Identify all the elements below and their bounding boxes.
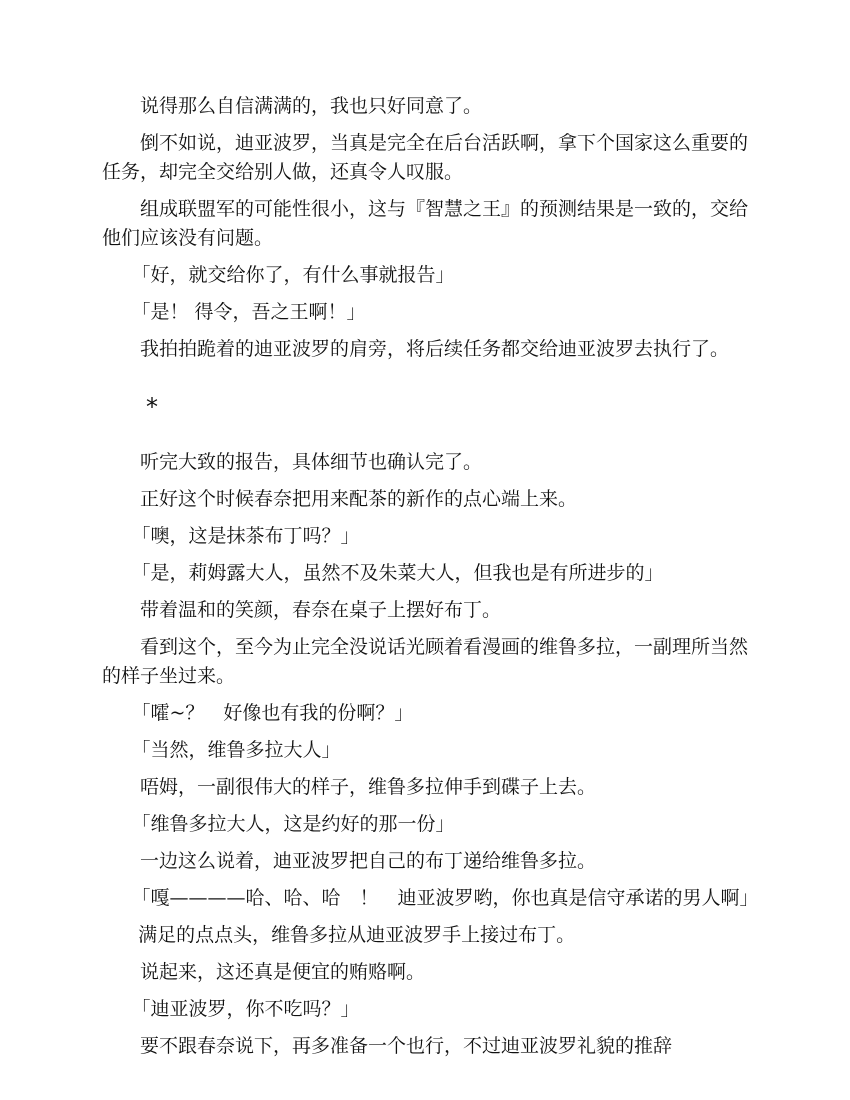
dialogue-line: 「是！ 得令，吾之王啊！」 [131,301,366,323]
dialogue-line: 「嘎————哈、哈、哈 ！ 迪亚波罗哟，你也真是信守承诺的男人啊」 [131,887,759,909]
dialogue-line: 「好，就交给你了，有什么事就报告」 [131,264,455,286]
dialogue-line: 「是，莉姆露大人，虽然不及朱菜大人，但我也是有所进步的」 [131,562,664,584]
paragraph: 听完大致的报告，具体细节也确认完了。 [140,451,483,473]
dialogue-line: 「嚯~？ 好像也有我的份啊？」 [131,702,414,724]
paragraph: 说起来，这还真是便宜的贿赂啊。 [140,961,426,983]
dialogue-line: 「维鲁多拉大人，这是约好的那一份」 [131,813,455,835]
paragraph: 看到这个，至今为止完全没说话光顾着看漫画的维鲁多拉，一副理所当然的样子坐过来。 [102,636,749,687]
paragraph: 我拍拍跪着的迪亚波罗的肩旁，将后续任务都交给迪亚波罗去执行了。 [140,338,730,360]
text-section-after-break [102,448,759,1061]
paragraph: 带着温和的笑颜，春奈在桌子上摆好布丁。 [140,599,502,621]
dialogue-line: 「噢，这是抹茶布丁吗？」 [131,525,360,547]
paragraph: 满足的点点头，维鲁多拉从迪亚波罗手上接过布丁。 [138,924,576,946]
document-body [102,92,759,1069]
paragraph: 说得那么自信满满的，我也只好同意了。 [140,95,483,117]
paragraph: 组成联盟军的可能性很小，这与『智慧之王』的预测结果是一致的，交给他们应该没有问题。 [102,198,749,249]
paragraph: 正好这个时候春奈把用来配茶的新作的点心端上来。 [140,488,578,510]
text-section-before-break [102,92,750,364]
dialogue-line: 「当然，维鲁多拉大人」 [131,739,341,761]
scene-break: * [146,393,158,421]
paragraph: 一边这么说着，迪亚波罗把自己的布丁递给维鲁多拉。 [140,850,597,872]
paragraph: 要不跟春奈说下，再多准备一个也行，不过迪亚波罗礼貌的推辞 [140,1035,673,1057]
paragraph: 倒不如说，迪亚波罗，当真是完全在后台活跃啊，拿下个国家这么重要的任务，却完全交给别人做，还真令人叹服。 [102,132,749,183]
paragraph: 唔姆，一副很伟大的样子，维鲁多拉伸手到碟子上去。 [140,776,597,798]
dialogue-line: 「迪亚波罗，你不吃吗？」 [131,998,360,1020]
